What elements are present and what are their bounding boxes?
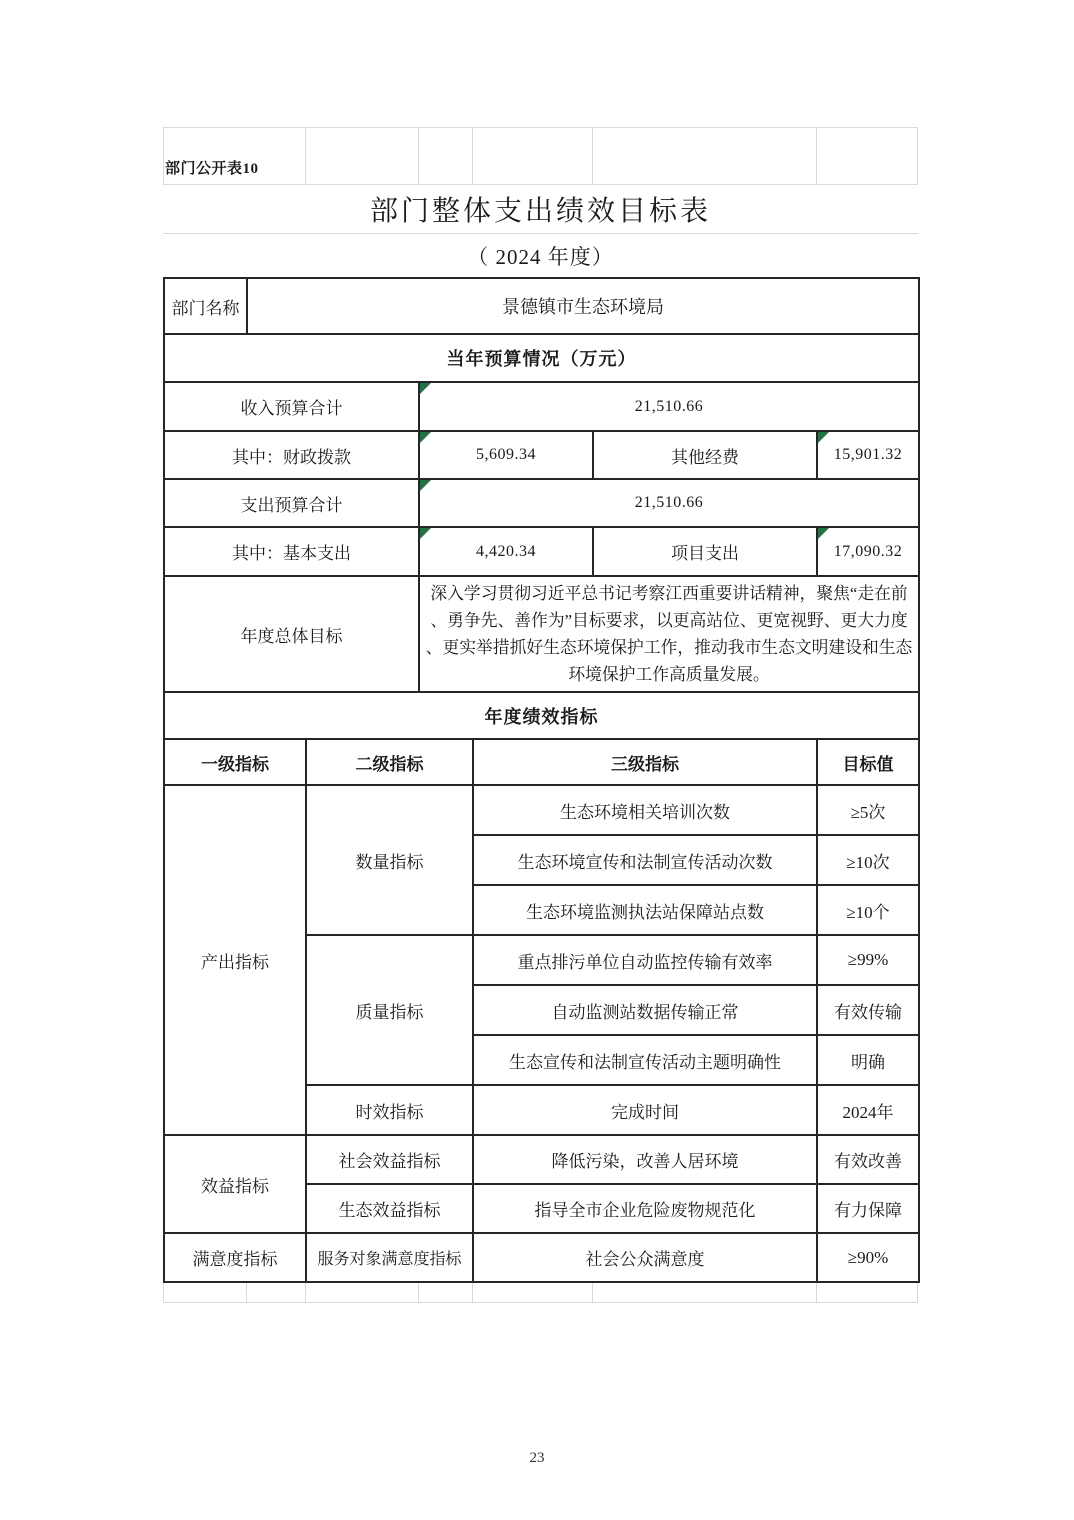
income-total-row <box>164 382 919 431</box>
indicator-target: 2024年 <box>817 1085 919 1135</box>
indicator-target: ≥10个 <box>817 885 919 935</box>
indicators-section-header: 年度绩效指标 <box>164 692 919 739</box>
indicator-target: ≥90% <box>817 1233 919 1282</box>
annual-goal-line: 深入学习贯彻习近平总书记考察江西重要讲话精神，聚焦“走在前 <box>430 584 908 603</box>
level1-benefit: 效益指标 <box>164 1135 306 1233</box>
grid-line <box>418 1283 419 1302</box>
annual-goal-line: 、勇争先、善作为”目标要求，以更高站位、更宽视野、更大力度 <box>430 611 908 630</box>
level2-quality: 质量指标 <box>306 935 473 1085</box>
other-funds-amount: 15,901.32 <box>833 446 903 463</box>
cell-error-flag-triangle-icon <box>420 480 431 491</box>
fiscal-allocation-amount: 5,609.34 <box>476 446 536 463</box>
grid-line <box>305 128 306 184</box>
indicator-target: 有力保障 <box>817 1184 919 1233</box>
grid-line <box>246 1283 247 1302</box>
level2-service-satisfaction: 服务对象满意度指标 <box>306 1233 473 1282</box>
level2-social-benefit: 社会效益指标 <box>306 1135 473 1184</box>
post-table-grid-row <box>163 1283 918 1303</box>
cell-error-flag-triangle-icon <box>420 383 431 394</box>
grid-line <box>816 1283 817 1302</box>
expenditure-total-row <box>164 479 919 527</box>
indicators-header-row <box>164 692 919 739</box>
cell-error-flag-triangle-icon <box>420 432 431 443</box>
indicator-target: 明确 <box>817 1035 919 1085</box>
page-number: 23 <box>529 1450 545 1466</box>
grid-line <box>472 128 473 184</box>
grid-line <box>163 1283 164 1302</box>
dept-name-row <box>164 278 919 334</box>
annual-goal-row <box>164 576 919 692</box>
level2-eco-benefit: 生态效益指标 <box>306 1184 473 1233</box>
expenditure-total-value <box>419 479 919 527</box>
indicator-target: ≥5次 <box>817 785 919 835</box>
annual-goal-line: 环境保护工作高质量发展。 <box>568 665 770 684</box>
annual-goal-text <box>419 576 919 692</box>
level1-satisfaction: 满意度指标 <box>164 1233 306 1282</box>
budget-header-row <box>164 334 919 382</box>
subtitle-row <box>163 234 918 277</box>
project-expenditure-amount: 17,090.32 <box>833 542 903 560</box>
dept-name-label: 部门名称 <box>164 278 247 334</box>
basic-expenditure-row <box>164 527 919 576</box>
page-subtitle: （ 2024 年度） <box>467 244 614 269</box>
grid-line <box>917 128 918 184</box>
grid-line <box>592 128 593 184</box>
dept-name-value: 景德镇市生态环境局 <box>247 278 919 334</box>
basic-expenditure-value <box>419 527 593 576</box>
income-total-amount: 21,510.66 <box>634 397 704 415</box>
project-expenditure-value <box>817 527 919 576</box>
col-header-target: 目标值 <box>817 739 919 785</box>
level1-output: 产出指标 <box>164 785 306 1135</box>
indicator-row <box>164 785 919 835</box>
indicator-columns-row <box>164 739 919 785</box>
grid-line <box>592 1283 593 1302</box>
income-total-value <box>419 382 919 431</box>
indicator-name: 完成时间 <box>473 1085 817 1135</box>
level2-timeliness: 时效指标 <box>306 1085 473 1135</box>
indicator-name: 生态环境监测执法站保障站点数 <box>473 885 817 935</box>
cell-error-flag-triangle-icon <box>818 528 829 539</box>
cell-error-flag-triangle-icon <box>818 432 829 443</box>
budget-section-header: 当年预算情况（万元） <box>164 334 919 382</box>
col-header-level2: 二级指标 <box>306 739 473 785</box>
basic-expenditure-amount: 4,420.34 <box>476 542 536 560</box>
indicator-name: 降低污染，改善人居环境 <box>473 1135 817 1184</box>
col-header-level3: 三级指标 <box>473 739 817 785</box>
annual-goal-label: 年度总体目标 <box>164 576 419 692</box>
level2-quantity: 数量指标 <box>306 785 473 935</box>
fiscal-allocation-row <box>164 431 919 479</box>
indicator-name: 重点排污单位自动监控传输有效率 <box>473 935 817 985</box>
grid-line <box>917 1283 918 1302</box>
indicator-name: 生态环境相关培训次数 <box>473 785 817 835</box>
indicator-row <box>164 1135 919 1184</box>
grid-line <box>418 128 419 184</box>
cell-error-flag-triangle-icon <box>420 528 431 539</box>
page-title: 部门整体支出绩效目标表 <box>369 196 711 227</box>
spreadsheet-sheet <box>163 127 918 1303</box>
indicator-name: 生态环境宣传和法制宣传活动次数 <box>473 835 817 885</box>
col-header-level1: 一级指标 <box>164 739 306 785</box>
grid-line <box>163 128 164 184</box>
fiscal-allocation-label: 其中：财政拨款 <box>164 431 419 479</box>
expenditure-total-label: 支出预算合计 <box>164 479 419 527</box>
other-funds-label: 其他经费 <box>593 431 817 479</box>
grid-line <box>472 1283 473 1302</box>
indicator-name: 指导全市企业危险废物规范化 <box>473 1184 817 1233</box>
performance-target-table <box>163 277 920 1283</box>
other-funds-value <box>817 431 919 479</box>
grid-line <box>816 128 817 184</box>
basic-expenditure-label: 其中：基本支出 <box>164 527 419 576</box>
indicator-row <box>164 1233 919 1282</box>
indicator-name: 自动监测站数据传输正常 <box>473 985 817 1035</box>
indicator-target: ≥10次 <box>817 835 919 885</box>
annual-goal-line: 、更实举措抓好生态环境保护工作，推动我市生态文明建设和生态 <box>425 638 913 657</box>
title-row <box>163 185 918 234</box>
indicator-name: 社会公众满意度 <box>473 1233 817 1282</box>
pre-table-grid-row <box>163 127 918 185</box>
indicator-target: ≥99% <box>817 935 919 985</box>
fiscal-allocation-value <box>419 431 593 479</box>
project-expenditure-label: 项目支出 <box>593 527 817 576</box>
doc-tag: 部门公开表10 <box>165 161 259 177</box>
grid-line <box>305 1283 306 1302</box>
income-total-label: 收入预算合计 <box>164 382 419 431</box>
indicator-target: 有效改善 <box>817 1135 919 1184</box>
indicator-target: 有效传输 <box>817 985 919 1035</box>
indicator-name: 生态宣传和法制宣传活动主题明确性 <box>473 1035 817 1085</box>
expenditure-total-amount: 21,510.66 <box>634 494 704 511</box>
